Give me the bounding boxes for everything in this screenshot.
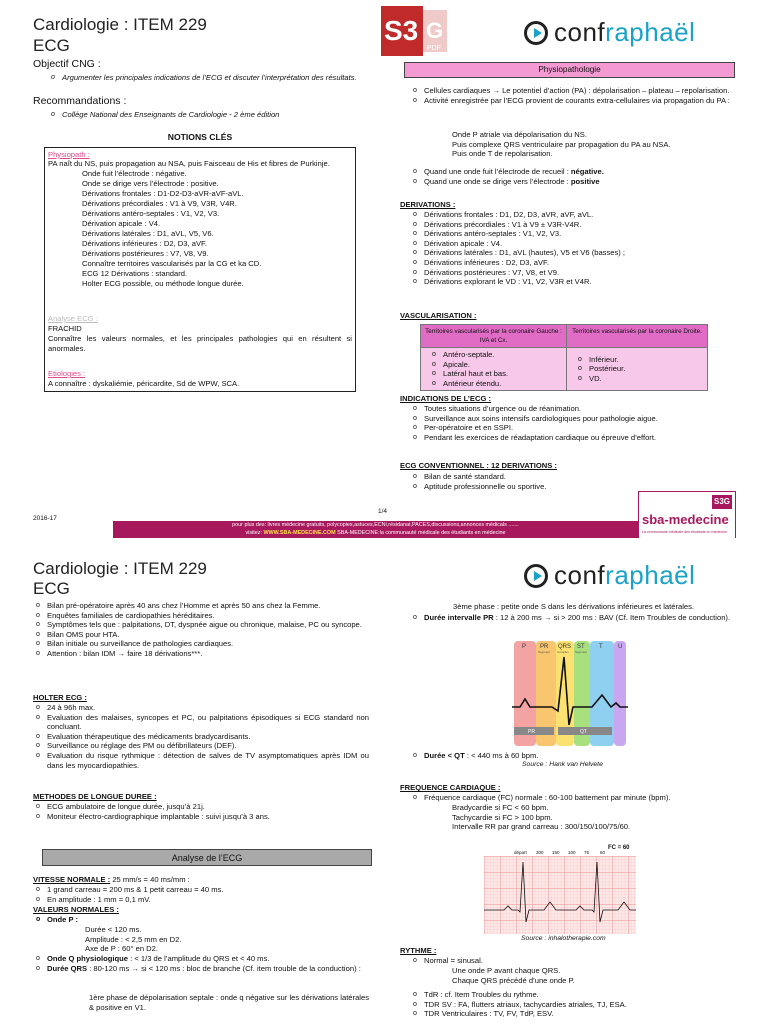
list-item: o Attention : bilan IDM → faire 18 dérivations***. <box>33 649 369 659</box>
list-item: o Durée QRS : 80-120 ms → si < 120 ms : bloc de branche (Cf. item trouble de la conduction) : <box>33 964 369 974</box>
vasc-left-list <box>429 350 566 388</box>
physiopathologie-header: Physiopathologie <box>404 62 735 78</box>
list-item: o Bilan de santé standard. <box>410 472 735 482</box>
list-item: o Collège National des Enseignants de Cardiologie - 2 ème édition <box>48 110 370 120</box>
physiopath-lines <box>82 169 261 289</box>
ecg-label-u: U <box>618 644 623 650</box>
list-item: o 1 grand carreau = 200 ms & 1 petit carreau = 40 ms. <box>33 885 369 895</box>
list-item: o Symptômes tels que : palpitations, DT, dyspnée aigue ou chronique, malaise, PC ou syncope. <box>33 620 369 630</box>
confraphael-logo: confraphaël <box>524 560 695 591</box>
onde-p-sublist <box>43 925 181 954</box>
list-item: o Per-opératoire et en SSPI. <box>410 423 735 433</box>
rythme-list-2 <box>410 990 735 1019</box>
list-item: Tachycardie si FC > 100 bpm. <box>452 812 553 822</box>
list-item: o TDR Ventriculaires : TV, FV, TdP, ESV. <box>410 1009 735 1019</box>
phase-1: 1ère phase de dépolarisation septale : onde q négative sur les dérivations latérales & positive en V1. <box>89 993 369 1012</box>
list-item: o Latéral haut et bas. <box>429 369 566 379</box>
list-item: o VD. <box>575 374 707 384</box>
svg-text:300: 300 <box>536 850 544 855</box>
list-item: o Dérivations frontales : D1, D2, D3, aVR, aVF, aVL. <box>410 210 735 220</box>
page-number: 1/4 <box>378 508 388 515</box>
list-item: Dérivations précordiales : V1 à V9, V3R, V4R. <box>82 199 237 208</box>
derivations-list <box>410 210 735 287</box>
play-icon <box>524 21 548 45</box>
derivations-label: DERIVATIONS : <box>400 200 456 209</box>
sag-logo <box>381 6 461 52</box>
ecg-label-qrs: QRS <box>558 644 572 650</box>
ecg-conventionnel-list <box>410 472 735 491</box>
list-item: o Dérivations inférieures : D2, D3, aVF. <box>410 258 735 268</box>
bilan-list <box>33 601 369 659</box>
recommandations-label: Recommandations : <box>33 95 127 107</box>
ecg-label-p: P <box>522 644 527 650</box>
list-item: Bradycardie si FC < 60 bpm. <box>452 803 549 812</box>
etiologies-text: A connaître : dyskaliémie, péricardite, Sd de WPW, SCA. <box>48 379 240 388</box>
list-item: o Normal = sinusal. <box>410 956 735 966</box>
ecg-qt-interval: QT <box>580 729 587 735</box>
list-item: o Fréquence cardiaque (FC) normale : 60-100 battement par minute (bpm). <box>410 793 735 803</box>
sba-logo-badge: S3G <box>712 495 732 509</box>
svg-text:PDF: PDF <box>427 45 441 52</box>
list-item: Dérivations postérieures : V7, V8, V9. <box>82 249 209 258</box>
list-item: Onde fuit l’électrode : négative. <box>82 169 187 178</box>
svg-text:100: 100 <box>568 850 576 855</box>
vitesse-normale: VITESSE NORMALE : 25 mm/s = 40 ms/mm : <box>33 875 190 884</box>
play-icon <box>524 564 548 588</box>
list-item: Dérivations frontales : D1-D2-D3-aVR-aVF-aVL. <box>82 189 244 198</box>
sba-logo-text: sba-medecine <box>642 512 729 527</box>
list-item: Connaître territoires vascularisés par la CG et ka CD. <box>82 259 262 268</box>
list-item: o Bilan initiale ou surveillance de pathologies cardiaques. <box>33 639 369 649</box>
list-item: o Antérieur étendu. <box>429 379 566 389</box>
physio-sublist <box>410 130 671 159</box>
sba-logo-sub: La communauté médicale des étudiants en médecine <box>642 530 728 534</box>
qt-list <box>410 751 735 761</box>
ecg-label-t: T <box>599 644 603 650</box>
rythme-list <box>410 956 735 966</box>
holter-label: HOLTER ECG : <box>33 693 87 702</box>
list-item: Dérivations inférieures : D2, D3, aVF. <box>82 239 207 248</box>
list-item: Holter ECG possible, ou méthode longue durée. <box>82 279 244 288</box>
banner-line-2: visitez: WWW.SBA-MEDECINE.COM SBA-MEDECINE:la communauté médicale des étudiants en médecine <box>245 530 506 536</box>
indications-list <box>410 404 735 442</box>
vasc-right-list <box>575 355 707 384</box>
notions-box <box>44 147 356 392</box>
list-item: Chaque QRS précédé d’une onde P. <box>452 975 575 985</box>
list-item: o Antéro-septale. <box>429 350 566 360</box>
valeurs-normales-label: VALEURS NORMALES : <box>33 905 119 914</box>
list-item: o Onde Q physiologique : < 1/3 de l’amplitude du QRS et < 40 ms. <box>33 954 369 964</box>
svg-text:Segment: Segment <box>538 650 551 654</box>
list-item: o 24 à 96h max. <box>33 703 369 713</box>
svg-text:G: G <box>426 18 444 43</box>
list-item: o TdR : cf. Item Troubles du rythme. <box>410 990 735 1000</box>
rythme-label: RYTHME : <box>400 946 437 955</box>
list-item: Onde se dirige vers l’électrode : positive. <box>82 179 219 188</box>
list-item: o Activité enregistrée par l’ECG provient de courants extra-cellulaires via propagation du PA : <box>410 96 735 106</box>
ecg-pr-interval: PR <box>528 729 535 735</box>
frequence-sublist <box>410 803 630 832</box>
physiopath-intro: PA naît du NS, puis propagation au NSA, puis Faisceau de His et fibres de Purkinje. <box>48 159 330 168</box>
sba-medecine-logo <box>638 491 736 539</box>
list-item: Une onde P avant chaque QRS. <box>452 966 561 975</box>
list-item: ECG 12 Dérivations : standard. <box>82 269 188 278</box>
vitesse-list <box>33 885 369 904</box>
list-item: o Dérivations antéro-septales : V1, V2, V3. <box>410 229 735 239</box>
svg-text:S3: S3 <box>384 15 419 46</box>
confraphael-logo: confraphaël <box>524 17 695 48</box>
ecg-label-st: ST <box>577 644 585 650</box>
list-item: o Moniteur électro-cardiographique implantable : suivi jusqu’à 3 ans. <box>33 812 369 822</box>
list-item: o Evaluation thérapeutique des médicaments bradycardisants. <box>33 732 369 742</box>
list-item: Durée < 120 ms. <box>85 925 142 934</box>
svg-text:Segment: Segment <box>575 650 588 654</box>
list-item: Axe de P : 60° en D2. <box>85 944 158 954</box>
vascularisation-label: VASCULARISATION : <box>400 311 477 320</box>
rythme-sublist <box>410 966 575 985</box>
list-item: o Pendant les exercices de réadaptation cardiaque ou épreuve d’effort. <box>410 433 735 443</box>
list-item: o Dérivations explorant le VD : V1, V2, V3R et V4R. <box>410 277 735 287</box>
list-item: o Surveillance ou réglage des PM ou défibrillateurs (DEF). <box>33 741 369 751</box>
analyse-text: Connaître les valeurs normales, et les principales pathologies qui en résultent si anormales. <box>48 334 352 353</box>
list-item: Dérivations latérales : D1, aVL, V5, V6. <box>82 229 214 238</box>
physio-list <box>410 86 735 105</box>
list-item: Puis onde T de repolarisation. <box>452 149 553 159</box>
physiopath-label: Physiopath : <box>48 150 90 159</box>
list-item: o Enquêtes familiales de cardiopathies héréditaires. <box>33 611 369 621</box>
svg-text:Complex: Complex <box>557 650 569 654</box>
objectif-label: Objectif CNG : <box>33 58 101 70</box>
notions-title: NOTIONS CLÉS <box>167 132 233 142</box>
list-item: o Argumenter les principales indications de l’ECG et discuter l’interprétation des résultats. <box>48 73 370 83</box>
list-item: o Quand une onde fuit l’électrode de recueil : négative. <box>410 167 735 177</box>
list-item: o Bilan pré-opératoire après 40 ans chez l’Homme et après 50 ans chez la Femme. <box>33 601 369 611</box>
list-item: o ECG ambulatoire de longue durée, jusqu’à 21j. <box>33 802 369 812</box>
recommandations-list <box>48 110 370 120</box>
fc-chart-title: FC = 60 <box>608 845 630 851</box>
analyse-ecg-header: Analyse de l’ECG <box>42 849 372 866</box>
holter-list <box>33 703 369 770</box>
page-subtitle: ECG <box>33 579 70 598</box>
list-item: o Aptitude professionnelle ou sportive. <box>410 482 735 492</box>
source-caption-1: Source : Hank van Helvete <box>522 761 603 768</box>
physio-list-2 <box>410 167 735 186</box>
phase-3: 3ème phase : petite onde S dans les dérivations inférieures et latérales. <box>453 602 695 611</box>
ecg-label-pr: PR <box>540 644 549 650</box>
list-item: o Cellules cardiaques → Le potentiel d’action (PA) : dépolarisation – plateau – repolarisation. <box>410 86 735 96</box>
list-item: o En amplitude : 1 mm = 0,1 mV. <box>33 895 369 905</box>
pr-list <box>410 613 735 623</box>
svg-text:départ: départ <box>514 850 527 855</box>
svg-text:60: 60 <box>600 850 606 855</box>
list-item: o Evaluation des malaises, syncopes et PC, ou palpitations épisodiques si ECG standard non concluant. <box>33 713 369 732</box>
vasc-right-header: Territoires vascularisés par la coronaire Droite. <box>567 325 708 348</box>
list-item: Dérivation apicale : V4. <box>82 219 161 228</box>
page-title: Cardiologie : ITEM 229 <box>33 559 207 578</box>
list-item: o Quand une onde se dirige vers l’électrode : positive <box>410 177 735 187</box>
page-subtitle: ECG <box>33 36 70 55</box>
svg-text:150: 150 <box>552 850 560 855</box>
list-item: o Dérivation apicale : V4. <box>410 239 735 249</box>
list-item: o Apicale. <box>429 360 566 370</box>
sba-banner[interactable] <box>113 521 638 539</box>
list-item: Puis complexe QRS ventriculaire par propagation du PA au NSA. <box>452 139 671 149</box>
svg-text:75: 75 <box>584 850 590 855</box>
list-item: o Durée intervalle PR : 12 à 200 ms → si > 200 ms : BAV (Cf. Item Troubles de conduction). <box>410 613 735 623</box>
objectif-list <box>48 73 370 83</box>
ecg-wave-diagram <box>512 637 628 750</box>
page-title: Cardiologie : ITEM 229 <box>33 15 207 34</box>
frachid: FRACHID <box>48 324 82 333</box>
list-item: o Dérivations postérieures : V7, V8, et V9. <box>410 268 735 278</box>
list-item: Intervalle RR par grand carreau : 300/150/100/75/60. <box>452 822 631 832</box>
list-item: Dérivations antéro-septales : V1, V2, V3. <box>82 209 220 218</box>
page-2 <box>0 538 768 1024</box>
list-item: o Onde P : <box>33 915 369 925</box>
methodes-label: METHODES DE LONGUE DUREE : <box>33 792 157 801</box>
list-item: o Inférieur. <box>575 355 707 365</box>
banner-line-1: pour plus des: livres médecine gratuits, polycopies,astuces,ECNi,résidanat,PACES,discussions,annonces médicals ....... <box>232 522 519 528</box>
vasc-left-header: Territoires vascularisés par la coronaire Gauche : IVA et Cx. <box>421 325 567 348</box>
list-item: o Dérivations latérales : D1, aVL (hautes), V5 et V6 (basses) ; <box>410 248 735 258</box>
source-caption-2: Source : inhalotherapie.com <box>521 935 606 942</box>
indications-label: INDICATIONS DE L’ECG : <box>400 394 491 403</box>
methodes-list <box>33 802 369 821</box>
list-item: Amplitude : < 2,5 mm en D2. <box>85 934 182 944</box>
ondes-list <box>33 954 369 973</box>
vascularisation-table <box>420 324 708 391</box>
frequence-list <box>410 793 735 803</box>
onde-p-list <box>33 915 369 925</box>
frequence-label: FREQUENCE CARDIAQUE : <box>400 783 501 792</box>
ecg-conventionnel-label: ECG CONVENTIONNEL : 12 DERIVATIONS : <box>400 461 557 470</box>
etiologies-label: Etiologies : <box>48 369 86 378</box>
analyse-ecg-label: Analyse ECG : <box>48 314 98 323</box>
year: 2016-17 <box>33 515 57 522</box>
list-item: o Postérieur. <box>575 364 707 374</box>
list-item: o Toutes situations d’urgence ou de réanimation. <box>410 404 735 414</box>
fc-grid-chart <box>484 840 636 934</box>
list-item: o TDR SV : FA, flutters atriaux, tachycardies atriales, TJ, ESA. <box>410 1000 735 1010</box>
list-item: o Surveillance aux soins intensifs cardiologiques pour pathologie aigue. <box>410 414 735 424</box>
list-item: Onde P atriale via dépolarisation du NS. <box>452 130 587 139</box>
list-item: o Bilan OMS pour HTA. <box>33 630 369 640</box>
list-item: o Evaluation du risque rythmique : détection de salves de TV asymptomatiques après IDM ou dans les myocardiopathies. <box>33 751 369 770</box>
list-item: o Durée < QT : < 440 ms à 60 bpm. <box>410 751 735 761</box>
list-item: o Dérivations précordiales : V1 à V9 ± V3R-V4R. <box>410 220 735 230</box>
